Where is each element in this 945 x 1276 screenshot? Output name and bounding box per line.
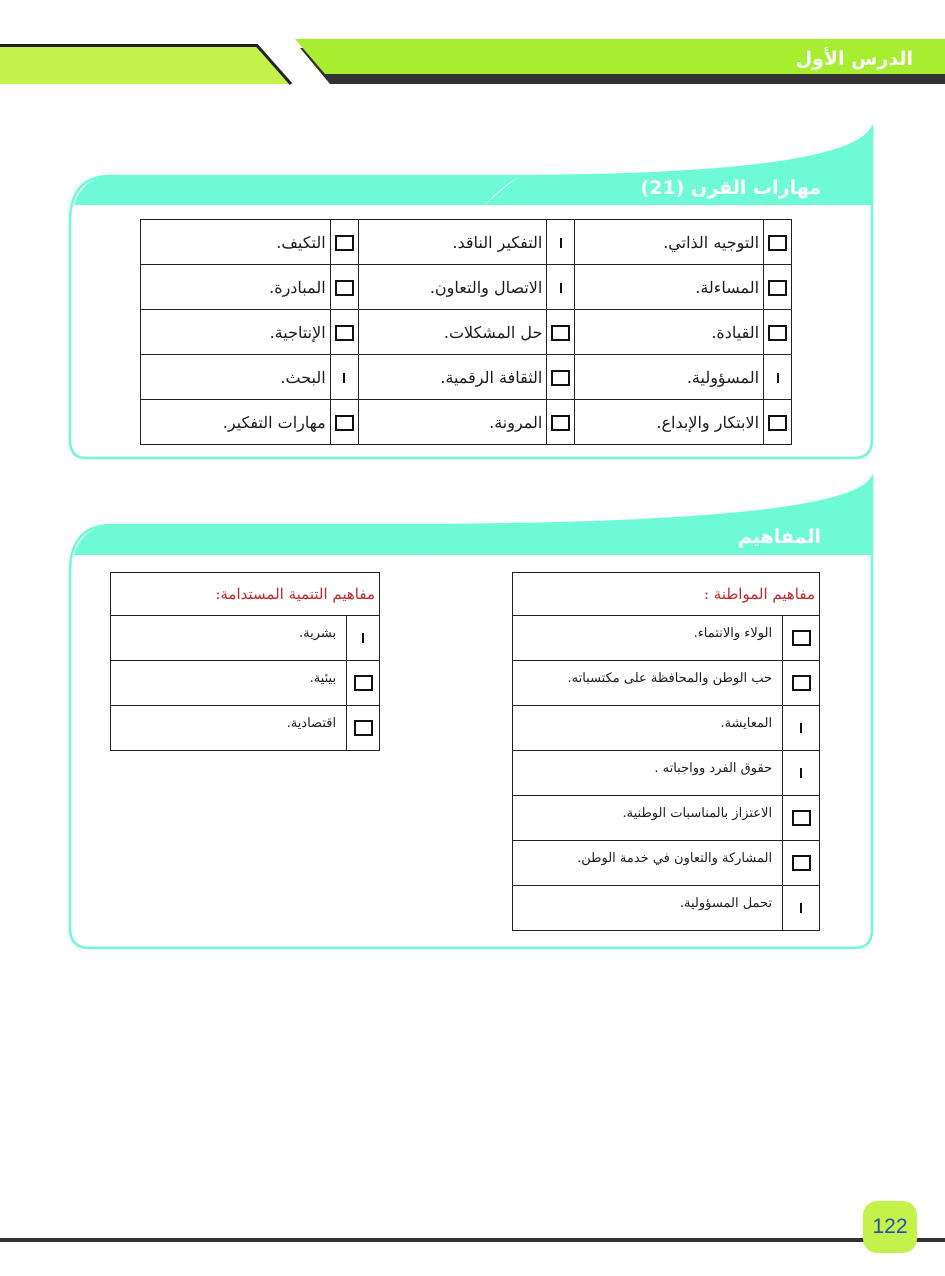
mark-cell: [764, 355, 792, 400]
item-label: القيادة.: [575, 310, 764, 355]
checkbox-icon[interactable]: [768, 235, 787, 251]
mark-cell: [330, 355, 358, 400]
list-item: [513, 796, 820, 841]
checkbox-icon[interactable]: [335, 280, 354, 296]
checkbox-icon[interactable]: [551, 325, 570, 341]
mark-cell: [783, 706, 820, 751]
list-item: [513, 616, 820, 661]
item-label: البحث.: [141, 355, 331, 400]
checkbox-icon[interactable]: [768, 325, 787, 341]
mark-cell: [330, 310, 358, 355]
mark-cell: [547, 400, 575, 445]
tick-mark-icon: [362, 633, 364, 643]
item-label: المسؤولية.: [575, 355, 764, 400]
item-label: حب الوطن والمحافظة على مكتسباته.: [513, 661, 783, 706]
checkbox-icon[interactable]: [551, 415, 570, 431]
mark-cell: [330, 265, 358, 310]
item-label: المساءلة.: [575, 265, 764, 310]
citizenship-header: مفاهيم المواطنة :: [513, 573, 820, 616]
tick-mark-icon: [800, 768, 802, 778]
tick-mark-icon: [560, 283, 562, 293]
skills-table: [140, 219, 792, 445]
list-item: [513, 886, 820, 931]
page-number: 122: [863, 1201, 917, 1253]
item-label: المعايشة.: [513, 706, 783, 751]
mark-cell: [764, 400, 792, 445]
mark-cell: [783, 616, 820, 661]
item-label: المبادرة.: [141, 265, 331, 310]
table-row: [141, 310, 792, 355]
list-item: [111, 661, 380, 706]
list-item: [513, 751, 820, 796]
checkbox-icon[interactable]: [335, 235, 354, 251]
sustainability-table: [110, 572, 380, 751]
item-label: بشرية.: [111, 616, 347, 661]
item-label: حقوق الفرد وواجباته .: [513, 751, 783, 796]
skills-section-title: مهارات القرن (21): [640, 177, 821, 199]
concepts-section-title: المفاهيم: [737, 526, 821, 548]
mark-cell: [764, 265, 792, 310]
item-label: الاتصال والتعاون.: [358, 265, 547, 310]
sustainability-header: مفاهيم التنمية المستدامة:: [111, 573, 380, 616]
tick-mark-icon: [777, 373, 779, 383]
mark-cell: [783, 796, 820, 841]
item-label: التفكير الناقد.: [358, 220, 547, 265]
mark-cell: [783, 751, 820, 796]
mark-cell: [547, 355, 575, 400]
list-item: [513, 706, 820, 751]
item-label: تحمل المسؤولية.: [513, 886, 783, 931]
checkbox-icon[interactable]: [354, 720, 373, 736]
mark-cell: [783, 841, 820, 886]
tick-mark-icon: [800, 723, 802, 733]
item-label: الإنتاجية.: [141, 310, 331, 355]
mark-cell: [330, 400, 358, 445]
table-row: [141, 220, 792, 265]
mark-cell: [347, 706, 380, 751]
item-label: التكيف.: [141, 220, 331, 265]
table-row: [141, 265, 792, 310]
item-label: الاعتزاز بالمناسبات الوطنية.: [513, 796, 783, 841]
list-item: [513, 661, 820, 706]
checkbox-icon[interactable]: [792, 810, 811, 826]
item-label: التوجيه الذاتي.: [575, 220, 764, 265]
mark-cell: [547, 310, 575, 355]
list-item: [513, 841, 820, 886]
mark-cell: [764, 310, 792, 355]
checkbox-icon[interactable]: [551, 370, 570, 386]
tick-mark-icon: [800, 903, 802, 913]
item-label: الثقافة الرقمية.: [358, 355, 547, 400]
citizenship-table: [512, 572, 820, 931]
checkbox-icon[interactable]: [792, 675, 811, 691]
checkbox-icon[interactable]: [768, 415, 787, 431]
checkbox-icon[interactable]: [768, 280, 787, 296]
mark-cell: [783, 886, 820, 931]
mark-cell: [783, 661, 820, 706]
mark-cell: [547, 220, 575, 265]
header-left-bar: [0, 46, 290, 84]
item-label: المرونة.: [358, 400, 547, 445]
lesson-title: الدرس الأول: [795, 48, 913, 70]
item-label: حل المشكلات.: [358, 310, 547, 355]
checkbox-icon[interactable]: [792, 855, 811, 871]
checkbox-icon[interactable]: [792, 630, 811, 646]
item-label: بيئية.: [111, 661, 347, 706]
mark-cell: [347, 616, 380, 661]
item-label: الولاء والانتماء.: [513, 616, 783, 661]
table-row: [141, 400, 792, 445]
list-item: [111, 706, 380, 751]
item-label: اقتصادية.: [111, 706, 347, 751]
checkbox-icon[interactable]: [335, 415, 354, 431]
tick-mark-icon: [343, 373, 345, 383]
item-label: المشاركة والتعاون في خدمة الوطن.: [513, 841, 783, 886]
mark-cell: [547, 265, 575, 310]
item-label: الابتكار والإبداع.: [575, 400, 764, 445]
list-item: [111, 616, 380, 661]
mark-cell: [764, 220, 792, 265]
checkbox-icon[interactable]: [354, 675, 373, 691]
table-row: [141, 355, 792, 400]
tick-mark-icon: [560, 238, 562, 248]
item-label: مهارات التفكير.: [141, 400, 331, 445]
checkbox-icon[interactable]: [335, 325, 354, 341]
mark-cell: [330, 220, 358, 265]
mark-cell: [347, 661, 380, 706]
